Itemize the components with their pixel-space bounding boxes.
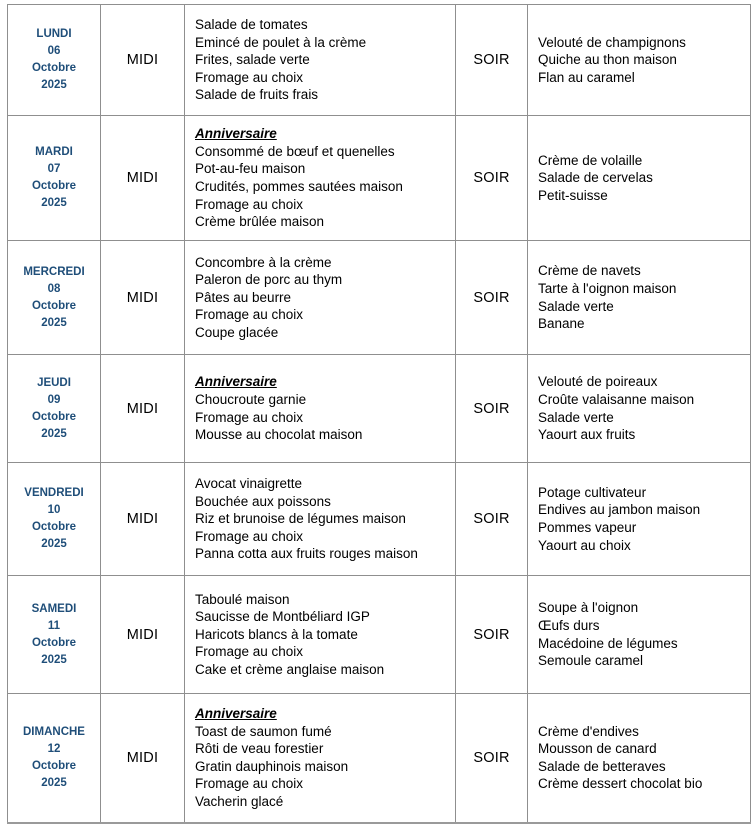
- lunch-menu-item: Emincé de poulet à la crème: [195, 34, 367, 50]
- lunch-menu-item: Haricots blancs à la tomate: [195, 626, 358, 642]
- lunch-menu-cell: [185, 241, 456, 355]
- soir-label: SOIR: [473, 749, 510, 766]
- dinner-menu-item: Velouté de champignons: [538, 34, 686, 50]
- dinner-menu-item: Macédoine de légumes: [538, 635, 678, 651]
- day-year: 2025: [41, 427, 67, 440]
- midi-label-cell: [101, 5, 185, 116]
- soir-label-cell: [456, 355, 528, 463]
- lunch-menu-cell: [185, 5, 456, 116]
- soir-label-cell: [456, 694, 528, 823]
- dinner-menu-item: Banane: [538, 316, 585, 332]
- midi-label: MIDI: [126, 289, 159, 306]
- dinner-menu-item: Potage cultivateur: [538, 484, 647, 500]
- dinner-menu-item: Tarte à l'oignon maison: [538, 280, 677, 296]
- dinner-menu-item: Œufs durs: [538, 617, 600, 633]
- lunch-menu-cell: [185, 116, 456, 241]
- soir-label-cell: [456, 241, 528, 355]
- day-number: 12: [47, 742, 61, 755]
- lunch-menu-item: Fromage au choix: [195, 69, 304, 85]
- soir-label-cell: [456, 463, 528, 576]
- midi-label: MIDI: [126, 626, 159, 643]
- dinner-menu-item: Semoule caramel: [538, 653, 644, 669]
- day-year: 2025: [41, 79, 67, 91]
- lunch-menu-item: Concombre à la crème: [195, 254, 332, 270]
- day-cell: [8, 241, 101, 355]
- lunch-menu-item: Vacherin glacé: [195, 793, 284, 809]
- dinner-menu-item: Yaourt au choix: [538, 537, 631, 553]
- lunch-menu-item: Salade de tomates: [195, 17, 308, 33]
- day-month: Octobre: [31, 410, 77, 423]
- lunch-menu-item: Saucisse de Montbéliard IGP: [195, 609, 370, 625]
- lunch-menu-item: Gratin dauphinois maison: [195, 758, 349, 774]
- lunch-menu-item: Fromage au choix: [195, 196, 304, 212]
- day-number: 06: [47, 45, 61, 57]
- day-cell: [8, 576, 101, 694]
- dinner-menu-cell: [528, 576, 751, 694]
- dinner-menu-cell: [528, 116, 751, 241]
- lunch-menu-cell: [185, 355, 456, 463]
- anniversaire-heading: Anniversaire: [195, 705, 277, 721]
- day-number: 08: [47, 282, 61, 295]
- day-number: 09: [47, 393, 61, 406]
- day-name: DIMANCHE: [23, 725, 85, 738]
- soir-label: SOIR: [473, 170, 510, 186]
- menu-row-samedi: [8, 576, 751, 694]
- soir-label-cell: [456, 5, 528, 116]
- lunch-menu-item: Pâtes au beurre: [195, 289, 292, 305]
- menu-row-lundi: [8, 5, 751, 116]
- soir-label: SOIR: [473, 52, 510, 68]
- day-number: 10: [47, 504, 61, 516]
- lunch-menu-item: Paleron de porc au thym: [195, 272, 343, 288]
- midi-label: MIDI: [126, 511, 159, 527]
- lunch-menu-cell: [185, 576, 456, 694]
- day-year: 2025: [41, 776, 67, 789]
- day-name: MARDI: [35, 146, 73, 158]
- day-name: MERCREDI: [23, 265, 85, 278]
- dinner-menu-item: Mousson de canard: [538, 741, 657, 757]
- dinner-menu-item: Petit-suisse: [538, 187, 608, 203]
- day-cell: [8, 5, 101, 116]
- lunch-menu-item: Pot-au-feu maison: [195, 161, 306, 177]
- day-name: JEUDI: [37, 376, 71, 389]
- lunch-menu-item: Cake et crème anglaise maison: [195, 661, 385, 677]
- midi-label: MIDI: [126, 170, 159, 186]
- day-month: Octobre: [31, 521, 77, 533]
- soir-label-cell: [456, 576, 528, 694]
- lunch-menu-item: Panna cotta aux fruits rouges maison: [195, 546, 418, 562]
- lunch-menu-item: Fromage au choix: [195, 409, 304, 425]
- lunch-menu-item: Avocat vinaigrette: [195, 476, 303, 492]
- lunch-menu-item: Toast de saumon fumé: [195, 723, 332, 739]
- soir-label: SOIR: [473, 289, 510, 306]
- lunch-menu-item: Salade de fruits frais: [195, 87, 319, 103]
- anniversaire-heading: Anniversaire: [195, 126, 277, 142]
- dinner-menu-cell: [528, 694, 751, 823]
- lunch-menu-item: Taboulé maison: [195, 591, 290, 607]
- menu-row-jeudi: [8, 355, 751, 463]
- dinner-menu-item: Pommes vapeur: [538, 520, 637, 535]
- soir-label: SOIR: [473, 511, 510, 527]
- lunch-menu-item: Fromage au choix: [195, 644, 304, 660]
- dinner-menu-item: Crème d'endives: [538, 723, 639, 739]
- dinner-menu-item: Endives au jambon maison: [538, 502, 701, 518]
- lunch-menu-item: Coupe glacée: [195, 324, 279, 340]
- midi-label: MIDI: [126, 749, 159, 766]
- day-name: VENDREDI: [24, 487, 84, 499]
- lunch-menu-item: Fromage au choix: [195, 307, 304, 323]
- menu-table-body: [8, 5, 751, 823]
- day-number: 11: [47, 619, 61, 632]
- day-year: 2025: [41, 653, 67, 666]
- dinner-menu-item: Flan au caramel: [538, 69, 635, 85]
- lunch-menu-item: Bouchée aux poissons: [195, 493, 331, 509]
- dinner-menu-item: Velouté de poireaux: [538, 374, 658, 390]
- lunch-menu-cell: [185, 463, 456, 576]
- lunch-menu-item: Fromage au choix: [195, 776, 304, 792]
- lunch-menu-item: Crème brûlée maison: [195, 214, 325, 230]
- day-month: Octobre: [31, 180, 77, 192]
- day-year: 2025: [41, 197, 67, 209]
- dinner-menu-item: Salade de cervelas: [538, 170, 653, 186]
- day-year: 2025: [41, 538, 67, 550]
- lunch-menu-item: Mousse au chocolat maison: [195, 427, 363, 443]
- lunch-menu-item: Crudités, pommes sautées maison: [195, 179, 403, 194]
- dinner-menu-cell: [528, 241, 751, 355]
- day-month: Octobre: [31, 636, 77, 649]
- soir-label: SOIR: [473, 400, 510, 417]
- day-name: LUNDI: [36, 28, 72, 40]
- day-cell: [8, 463, 101, 576]
- menu-row-mardi: [8, 116, 751, 241]
- lunch-menu-item: Choucroute garnie: [195, 391, 307, 407]
- dinner-menu-item: Salade verte: [538, 298, 614, 314]
- day-number: 07: [47, 163, 61, 175]
- day-month: Octobre: [31, 299, 77, 312]
- dinner-menu-item: Salade verte: [538, 409, 614, 425]
- weekly-menu-table: [7, 4, 751, 824]
- lunch-menu-cell: [185, 694, 456, 823]
- dinner-menu-item: Yaourt aux fruits: [538, 427, 636, 443]
- lunch-menu-item: Frites, salade verte: [195, 52, 310, 68]
- menu-row-vendredi: [8, 463, 751, 576]
- day-month: Octobre: [31, 62, 77, 74]
- dinner-menu-item: Crème de volaille: [538, 152, 643, 168]
- soir-label: SOIR: [473, 626, 510, 643]
- dinner-menu-item: Salade de betteraves: [538, 758, 666, 774]
- dinner-menu-item: Croûte valaisanne maison: [538, 391, 695, 407]
- day-cell: [8, 116, 101, 241]
- menu-row-dimanche: [8, 694, 751, 823]
- lunch-menu-item: Consommé de bœuf et quenelles: [195, 143, 395, 159]
- day-cell: [8, 355, 101, 463]
- lunch-menu-item: Riz et brunoise de légumes maison: [195, 511, 406, 527]
- dinner-menu-item: Crème dessert chocolat bio: [538, 776, 703, 792]
- day-month: Octobre: [31, 759, 77, 772]
- midi-label-cell: [101, 463, 185, 576]
- lunch-menu-item: Rôti de veau forestier: [195, 741, 324, 757]
- midi-label: MIDI: [126, 400, 159, 417]
- midi-label-cell: [101, 576, 185, 694]
- dinner-menu-cell: [528, 463, 751, 576]
- dinner-menu-item: Quiche au thon maison: [538, 52, 677, 68]
- midi-label-cell: [101, 241, 185, 355]
- midi-label-cell: [101, 694, 185, 823]
- dinner-menu-cell: [528, 5, 751, 116]
- day-name: SAMEDI: [31, 602, 77, 615]
- dinner-menu-item: Soupe à l'oignon: [538, 600, 639, 616]
- lunch-menu-item: Fromage au choix: [195, 528, 304, 544]
- day-year: 2025: [41, 316, 67, 329]
- midi-label-cell: [101, 355, 185, 463]
- dinner-menu-item: Crème de navets: [538, 263, 641, 279]
- day-cell: [8, 694, 101, 823]
- midi-label: MIDI: [126, 52, 159, 68]
- dinner-menu-cell: [528, 355, 751, 463]
- midi-label-cell: [101, 116, 185, 241]
- menu-row-mercredi: [8, 241, 751, 355]
- anniversaire-heading: Anniversaire: [195, 374, 277, 390]
- soir-label-cell: [456, 116, 528, 241]
